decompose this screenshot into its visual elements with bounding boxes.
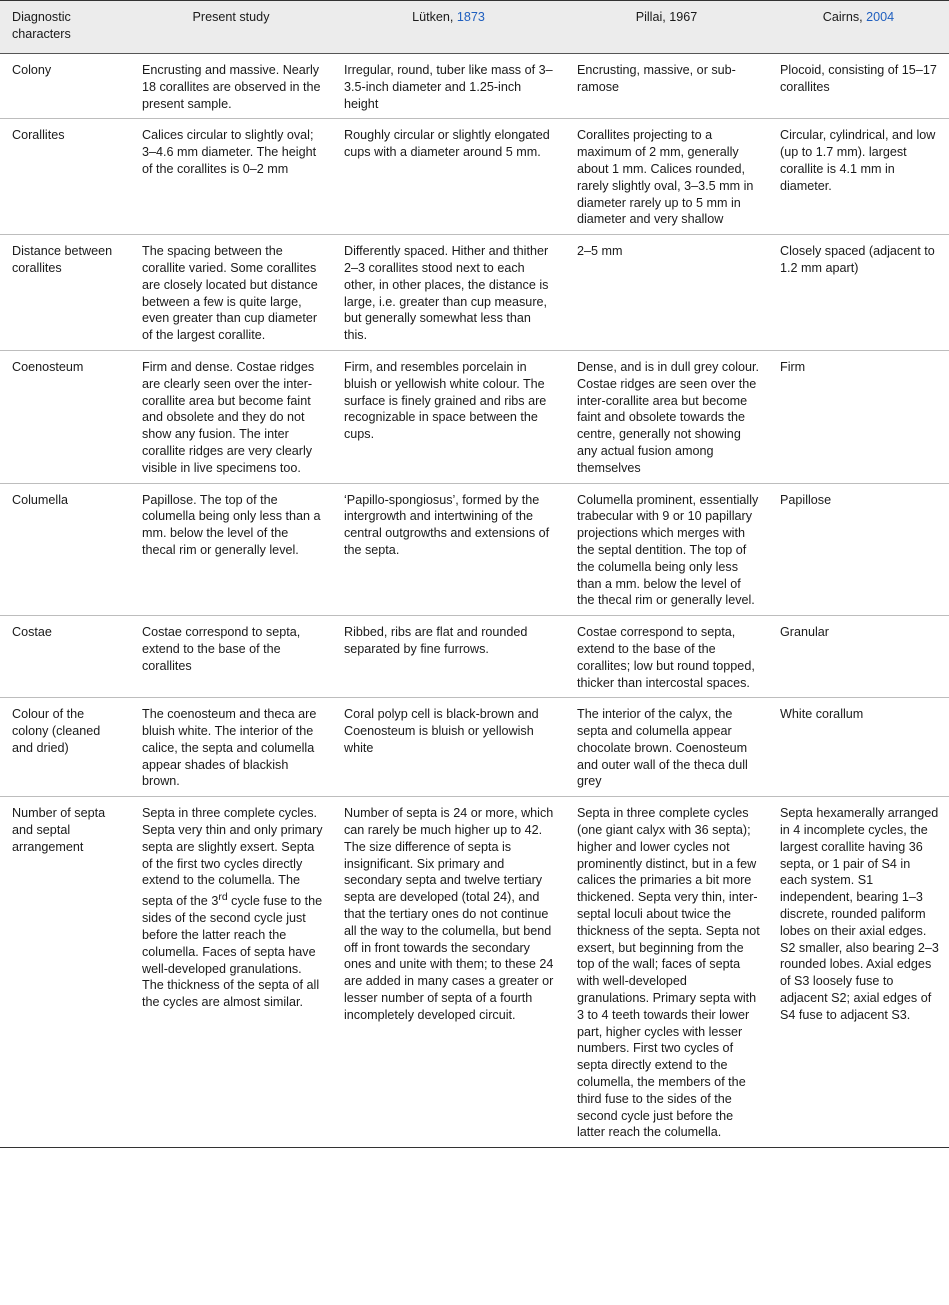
cell-cairns: White corallum bbox=[780, 707, 864, 722]
cell-present-study: The coenosteum and theca are bluish white. The interior of the calice, the septa and columella appear shades of blackish brown. bbox=[142, 707, 317, 789]
cell-lutken: Number of septa is 24 or more, which can rarely be much higher up to 42. The size difference of septa is insignificant. Six primary and secondary septa and twelve tertiary septa are developed (total 24), and that the tertiary ones do not continue all the way to the columella, but bend off in front towards the secondary ones and unite with them; to these 24 are added in many cases a greater or lesser number of septa of a fourth incompletely developed circuit. bbox=[344, 806, 554, 1022]
header-lutken-author: Lütken, bbox=[412, 10, 457, 24]
table-row-septa bbox=[0, 797, 949, 1148]
septa-superscript: rd bbox=[218, 891, 228, 904]
cell-present-study: Firm and dense. Costae ridges are clearly seen over the inter-corallite area but become faint and obsolete and they do not show any fusion. The inter corallite ridges are very clearly visible in live specimens too. bbox=[142, 359, 315, 475]
row-label: Colony bbox=[12, 63, 52, 77]
cell-cairns: Closely spaced (adjacent to 1.2 mm apart) bbox=[780, 244, 935, 275]
cell-pillai: Dense, and is in dull grey colour. Costae ridges are seen over the inter-corallite area but become faint and obsolete towards the centre, generally not showing any actual fusion among themselves bbox=[577, 359, 760, 475]
septa-text-part1: Septa in three complete cycles. Septa very thin and only primary septa are slightly exsert. Septa of the first two cycles directly extend to the columella. The septa of the 3 bbox=[142, 806, 323, 909]
table-body bbox=[0, 54, 949, 1148]
cairns-citation-link[interactable]: 2004 bbox=[866, 10, 895, 24]
cell-pillai: 2–5 mm bbox=[577, 244, 623, 259]
cell-present-study: Papillose. The top of the columella being only less than a mm. below the level of the thecal rim or generally level. bbox=[142, 492, 321, 557]
row-label: Distance between corallites bbox=[12, 244, 113, 275]
table-row-colour bbox=[0, 698, 949, 797]
cell-pillai: Encrusting, massive, or sub-ramose bbox=[577, 63, 736, 94]
table-row-corallites bbox=[0, 119, 949, 235]
row-label: Costae bbox=[12, 625, 52, 640]
cell-present-study: Calices circular to slightly oval; 3–4.6 mm diameter. The height of the corallites is 0–2 mm bbox=[142, 128, 317, 176]
cell-pillai: Corallites projecting to a maximum of 2 mm, generally about 1 mm. Calices rounded, rarely slightly oval, 3–3.5 mm in diameter rarely up to 5 mm in diameter and very shallow bbox=[577, 128, 754, 227]
cell-present-study: The spacing between the corallite varied. Some corallites are closely located but distance between a few is quite large, even greater than cup diameter of the largest corallite. bbox=[142, 244, 318, 343]
lutken-citation-link[interactable]: 1873 bbox=[456, 10, 485, 24]
cell-lutken: Irregular, round, tuber like mass of 3–3.5-inch diameter and 1.25-inch height bbox=[344, 63, 553, 111]
row-label: Corallites bbox=[12, 128, 65, 143]
row-label: Number of septa and septal arrangement bbox=[12, 806, 106, 854]
cell-cairns: Septa hexamerally arranged in 4 incomplete cycles, the largest corallite having 36 septa, or 1 pair of S4 in each system. S1 independent, bearing 1–3 discrete, rounded paliform lobes on their axial edges. S2 smaller, also bearing 2–3 rounded lobes. Axial edges of S3 loosely fuse to adjacent S2; axial edges of S4 fuse to adjacent S3. bbox=[780, 806, 939, 1022]
cell-present-study bbox=[130, 797, 332, 1148]
table-header bbox=[0, 1, 949, 54]
cell-pillai: Septa in three complete cycles (one giant calyx with 36 septa); higher and lower cycles not prominently distinct, but in a few calices the primaries a bit more thickened. Septa very thin, inter-septal loculi about twice the thickness of the septa. Septa not exsert, but beginning from the top of the wall; faces of septa with well-developed granulations. Primary septa with 3 to 4 teeth towards their lower part, higher cycles with lesser numbers. First two cycles of septa directly extend to the columella, the members of the third fuse to the sides of the second cycle just before the latter reach the columella. bbox=[577, 806, 760, 1140]
header-diagnostic-characters: Diagnostic characters bbox=[12, 10, 71, 41]
row-label: Columella bbox=[12, 492, 68, 507]
table-row-coenosteum bbox=[0, 350, 949, 483]
table-row-distance bbox=[0, 235, 949, 351]
cell-cairns: Circular, cylindrical, and low (up to 1.7 mm). largest corallite is 4.1 mm in diameter. bbox=[780, 128, 936, 193]
septa-text-part2: cycle fuse to the sides of the second cycle just before the latter reach the columella. Faces of septa have well-developed granulations. The thickness of the septa of all the cycles are almost similar. bbox=[142, 894, 323, 1010]
header-pillai: Pillai, 1967 bbox=[635, 10, 698, 24]
cell-pillai: Columella prominent, essentially trabecular with 9 or 10 papillary projections which merges with the septal dentition. The top of the columella being only less than a mm. below the level of the thecal rim or generally level. bbox=[577, 492, 759, 608]
cell-cairns: Plocoid, consisting of 15–17 corallites bbox=[780, 63, 937, 94]
row-label: Colour of the colony (cleaned and dried) bbox=[12, 707, 101, 755]
header-cairns-author: Cairns, bbox=[822, 10, 867, 24]
header-row bbox=[0, 1, 949, 54]
cell-lutken: Firm, and resembles porcelain in bluish or yellowish white colour. The surface is finely grained and ribs are recognizable in space between the cups. bbox=[344, 359, 547, 442]
cell-lutken: Differently spaced. Hither and thither 2–3 corallites stood next to each other, in other places, the distance is large, i.e. greater than cup measure, but generally somewhat less than this. bbox=[344, 244, 549, 343]
table-row-colony bbox=[0, 54, 949, 119]
cell-lutken: ‘Papillo-spongiosus’, formed by the intergrowth and intertwining of the central outgrowths and extensions of the septa. bbox=[344, 492, 550, 557]
header-present-study: Present study bbox=[192, 10, 270, 24]
cell-pillai: The interior of the calyx, the septa and columella appear chocolate brown. Coenosteum and outer wall of the theca dull grey bbox=[577, 707, 748, 789]
cell-lutken: Ribbed, ribs are flat and rounded separated by fine furrows. bbox=[344, 625, 528, 656]
cell-cairns: Granular bbox=[780, 625, 829, 640]
cell-lutken: Roughly circular or slightly elongated cups with a diameter around 5 mm. bbox=[344, 128, 550, 160]
cell-cairns: Papillose bbox=[780, 492, 832, 507]
table-row-costae bbox=[0, 616, 949, 698]
row-label: Coenosteum bbox=[12, 359, 84, 374]
cell-lutken: Coral polyp cell is black-brown and Coenosteum is bluish or yellowish white bbox=[344, 707, 539, 755]
cell-cairns: Firm bbox=[780, 359, 806, 374]
cell-present-study: Encrusting and massive. Nearly 18 corallites are observed in the present sample. bbox=[142, 63, 321, 111]
table-row-columella bbox=[0, 483, 949, 616]
cell-present-study: Costae correspond to septa, extend to the base of the corallites bbox=[142, 625, 301, 673]
header-cairns bbox=[768, 1, 949, 54]
header-lutken bbox=[332, 1, 565, 54]
cell-pillai: Costae correspond to septa, extend to the base of the corallites; low but round topped, thicker than intercostal spaces. bbox=[577, 625, 755, 690]
